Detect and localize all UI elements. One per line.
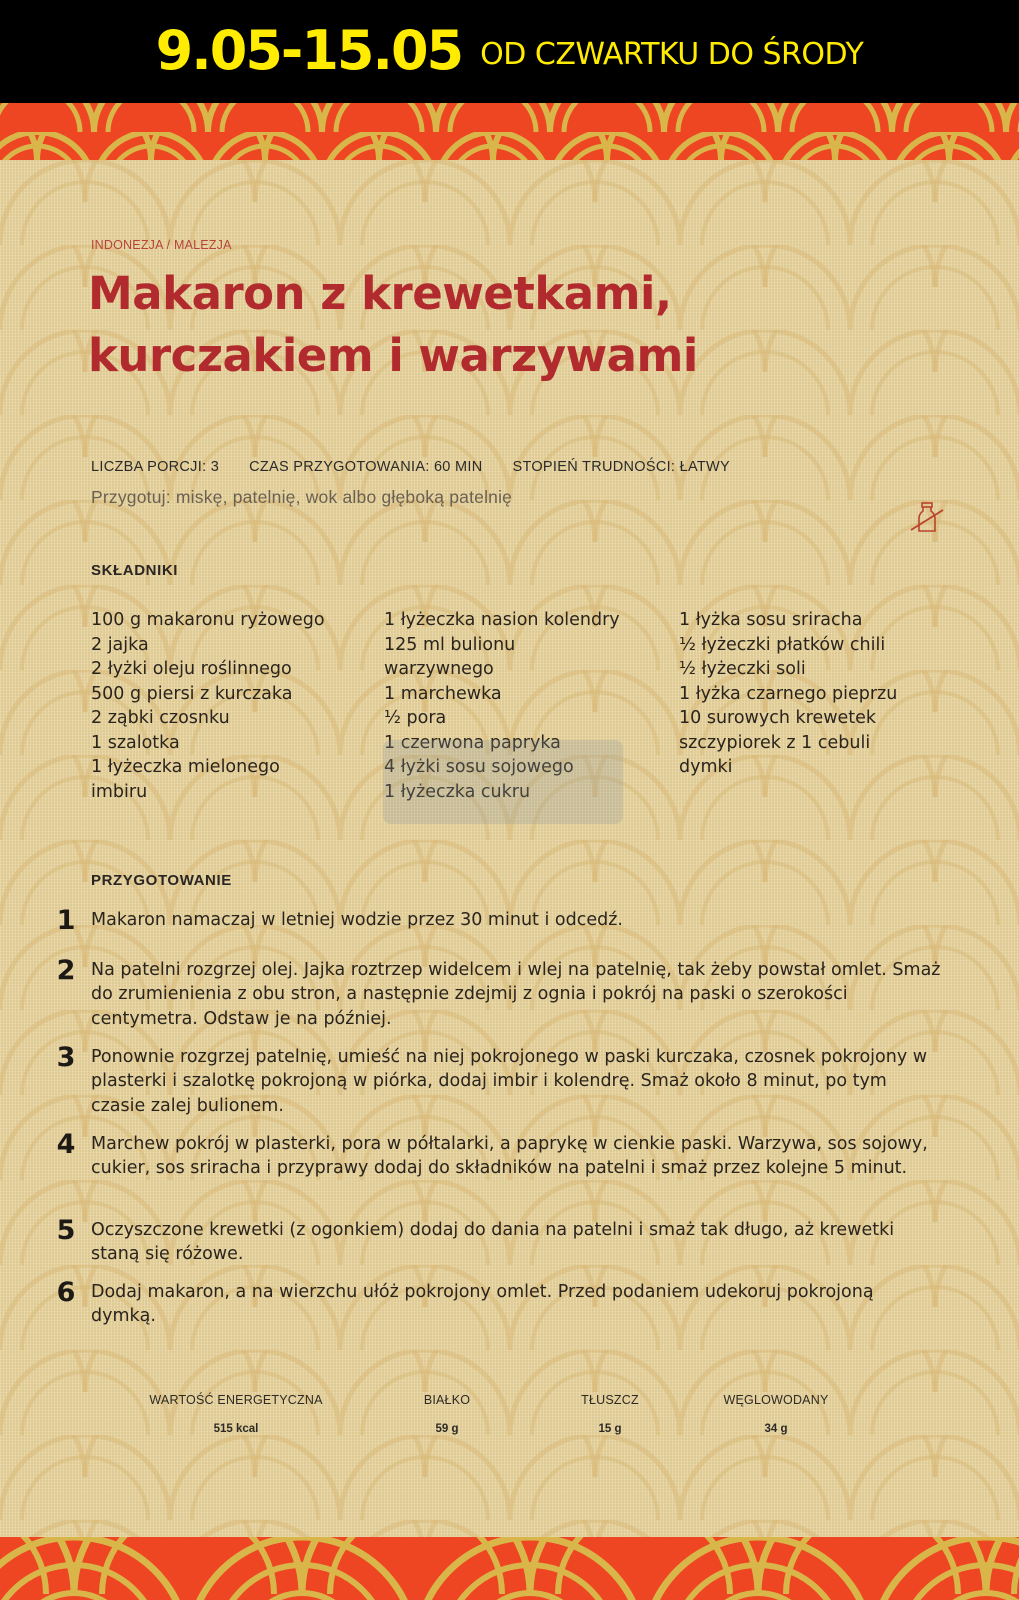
- ingredients-heading: SKŁADNIKI: [91, 562, 179, 579]
- step-number: 2: [56, 955, 76, 986]
- nutrition-label: BIAŁKO: [423, 1393, 471, 1407]
- step-text: Oczyszczone krewetki (z ogonkiem) dodaj do dania na patelni i smaż tak długo, aż krewetki staną się różowe.: [91, 1220, 895, 1265]
- preparation-heading: PRZYGOTOWANIE: [91, 872, 232, 889]
- recipe-title-line1: Makaron z krewetkami,: [88, 267, 672, 320]
- ingredient-item: 1 łyżka czarnego pieprzu: [679, 683, 898, 704]
- ingredient-item: 4 łyżki sosu sojowego: [384, 757, 574, 777]
- step-number: 1: [56, 905, 76, 936]
- recipe-meta: [91, 459, 730, 475]
- ingredient-item: 1 czerwona papryka: [384, 732, 561, 753]
- nutrition-value: 15 g: [598, 1423, 622, 1435]
- ingredient-item: 125 ml bulionu: [384, 634, 516, 655]
- recipe-region: INDONEZJA / MALEZJA: [91, 238, 232, 252]
- ingredient-item: 1 łyżeczka mielonego: [91, 757, 280, 777]
- equipment-note: Przygotuj: miskę, patelnię, wok albo głęboką patelnię: [91, 487, 513, 507]
- ingredient-item: 1 szalotka: [91, 732, 180, 753]
- nutrition-energy: [136, 1393, 336, 1435]
- nutrition-value: 515 kcal: [213, 1423, 259, 1435]
- recipe-title-line2: kurczakiem i warzywami: [88, 329, 698, 382]
- step-number: 3: [56, 1042, 76, 1073]
- promo-header: [0, 0, 1019, 103]
- wave-pattern-icon: [0, 103, 1019, 160]
- promo-dates: 9.05-15.05: [155, 19, 463, 82]
- step-number: 5: [56, 1215, 76, 1246]
- ingredient-item: 2 łyżki oleju roślinnego: [91, 659, 292, 679]
- promo-days: OD CZWARTKU DO ŚRODY: [480, 37, 864, 72]
- nutrition-value: 34 g: [764, 1423, 788, 1435]
- watermark-logo: [383, 740, 623, 824]
- ingredient-item: 1 łyżeczka nasion kolendry: [384, 610, 620, 630]
- wave-pattern-icon: [0, 1537, 1019, 1600]
- ingredient-item: 2 ząbki czosnku: [91, 708, 230, 728]
- nutrition-label: WĘGLOWODANY: [723, 1393, 829, 1407]
- ingredient-item: ½ pora: [384, 708, 447, 728]
- difficulty: STOPIEŃ TRUDNOŚCI: ŁATWY: [512, 459, 730, 475]
- ingredients-column-3: [679, 608, 897, 780]
- nutrition-label: WARTOŚĆ ENERGETYCZNA: [149, 1393, 323, 1407]
- recipe-card: [0, 160, 1019, 1537]
- prep-time: CZAS PRZYGOTOWANIA: 60 MIN: [249, 459, 483, 475]
- step-text: Makaron namaczaj w letniej wodzie przez 30 minut i odcedź.: [91, 910, 623, 930]
- ingredient-item: 1 łyżeczka cukru: [384, 781, 531, 802]
- step-text: Marchew pokrój w plasterki, pora w półtalarki, a paprykę w cienkie paski. Warzywa, sos sojowy, cukier, sos sriracha i przyprawy dodaj do składników na patelni i smaż przez kolejne 5 minut.: [91, 1134, 928, 1179]
- nutrition-value: 59 g: [435, 1423, 459, 1435]
- ingredient-item: ½ łyżeczki płatków chili: [679, 634, 886, 655]
- ingredient-item: ½ łyżeczki soli: [679, 659, 806, 679]
- step-text: Na patelni rozgrzej olej. Jajka roztrzep widelcem i wlej na patelnię, tak żeby powstał omlet. Smaż do zrumienienia z obu stron, a następnie zdejmij z ognia i pokrój na paski o szerokości centymetra. Odstaw je na później.: [91, 960, 941, 1029]
- ingredient-item: imbiru: [91, 781, 148, 802]
- ingredient-item: 1 marchewka: [384, 683, 502, 704]
- decorative-band-top: [0, 103, 1019, 160]
- ingredient-item: 1 łyżka sosu sriracha: [679, 610, 863, 630]
- step-number: 4: [56, 1129, 76, 1160]
- no-bottle-icon: [910, 500, 944, 534]
- ingredient-item: warzywnego: [384, 659, 494, 679]
- step-text: Ponownie rozgrzej patelnię, umieść na niej pokrojonego w paski kurczaka, czosnek pokrojony w plasterki i szalotkę pokrojoną w piórka, dodaj imbir i kolendrę. Smaż około 8 minut, po tym czasie zalej bulionem.: [91, 1047, 928, 1116]
- ingredients-column-1: [91, 608, 325, 804]
- servings: LICZBA PORCJI: 3: [91, 459, 220, 475]
- nutrition-protein: [397, 1393, 497, 1435]
- step-text: Dodaj makaron, a na wierzchu ułóż pokrojony omlet. Przed podaniem udekoruj pokrojoną dymką.: [91, 1282, 874, 1327]
- decorative-band-bottom: [0, 1537, 1019, 1600]
- recipe-title: [88, 263, 698, 387]
- ingredient-item: dymki: [679, 757, 733, 777]
- nutrition-label: TŁUSZCZ: [581, 1393, 639, 1407]
- ingredient-item: szczypiorek z 1 cebuli: [679, 732, 871, 753]
- ingredient-item: 2 jajka: [91, 634, 149, 655]
- ingredient-item: 500 g piersi z kurczaka: [91, 683, 293, 704]
- ingredient-item: 10 surowych krewetek: [679, 708, 877, 728]
- nutrition-fat: [560, 1393, 660, 1435]
- ingredient-item: 100 g makaronu ryżowego: [91, 610, 325, 630]
- step-number: 6: [56, 1277, 76, 1308]
- nutrition-carbs: [706, 1393, 846, 1435]
